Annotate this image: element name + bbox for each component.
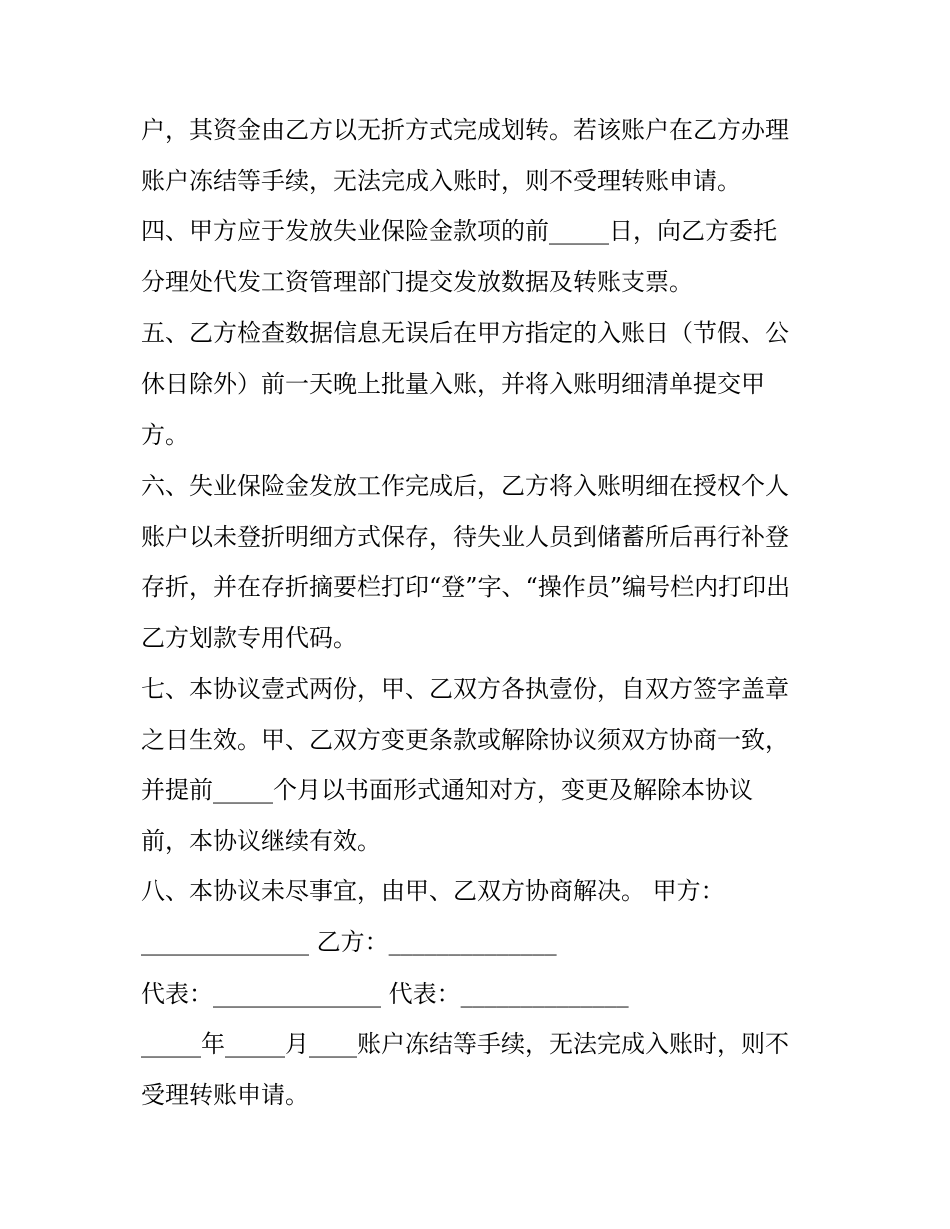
- text-line: 户，其资金由乙方以无折方式完成划转。若该账户在乙方办理: [141, 116, 789, 144]
- text-line: 分理处代发工资管理部门提交发放数据及转账支票。: [141, 268, 693, 296]
- text-line: 账户冻结等手续，无法完成入账时，则不受理转账申请。: [141, 167, 741, 195]
- text-line: 存折，并在存折摘要栏打印“登”字、“操作员”编号栏内打印出: [141, 573, 791, 601]
- signature-line-party-a-b: ______________ 乙方：______________: [141, 928, 557, 956]
- text-line: 受理转账申请。: [141, 1081, 309, 1109]
- text-line: 四、甲方应于发放失业保险金款项的前_____日，向乙方委托: [141, 217, 777, 245]
- text-line: 账户以未登折明细方式保存，待失业人员到储蓄所后再行补登: [141, 523, 789, 551]
- text-line: 之日生效。甲、乙双方变更条款或解除协议须双方协商一致，: [141, 726, 789, 754]
- text-line: 八、本协议未尽事宜，由甲、乙双方协商解决。 甲方：: [141, 877, 725, 905]
- date-line: _____年_____月____账户冻结等手续，无法完成入账时，则不: [141, 1030, 789, 1058]
- text-line: 五、乙方检查数据信息无误后在甲方指定的入账日（节假、公: [141, 319, 789, 347]
- text-line: 并提前_____个月以书面形式通知对方，变更及解除本协议: [141, 776, 753, 804]
- text-line: 方。: [141, 421, 189, 449]
- text-line: 七、本协议壹式两份，甲、乙双方各执壹份，自双方签字盖章: [141, 675, 789, 703]
- signature-line-representatives: 代表：______________ 代表：______________: [141, 980, 629, 1008]
- text-line: 休日除外）前一天晚上批量入账，并将入账明细清单提交甲: [141, 370, 765, 398]
- text-line: 六、失业保险金发放工作完成后，乙方将入账明细在授权个人: [141, 472, 789, 500]
- text-line: 前，本协议继续有效。: [141, 827, 381, 855]
- text-line: 乙方划款专用代码。: [141, 624, 357, 652]
